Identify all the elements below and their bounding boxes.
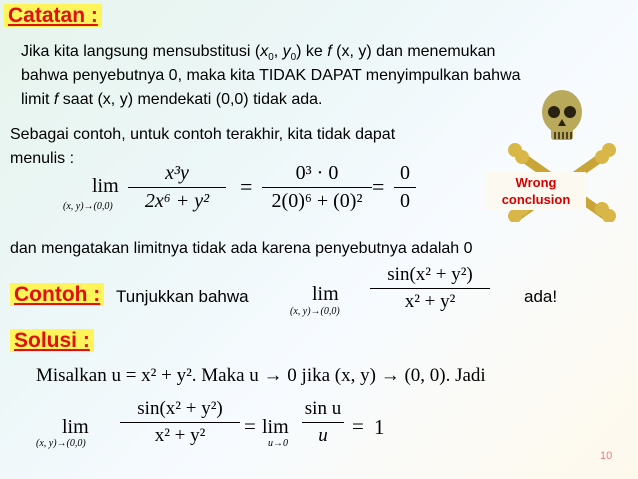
solusi-line: Misalkan u = x² + y². Maka u → 0 jika (x, y) → (0, 0). Jadi [36,365,486,386]
eq1-frac-1: x³y 2x⁶ + y² [128,162,226,213]
solusi-fraction-2: sin u u [302,398,344,447]
contoh-fraction: sin(x² + y²) x² + y² [370,264,490,313]
solusi-lim-1: lim [62,416,89,438]
example-intro-line-2: menulis : [10,150,75,167]
solusi-fraction-1: sin(x² + y²) x² + y² [120,398,240,447]
example-intro-line-1: Sebagai contoh, untuk contoh terakhir, kita tidak dapat [10,126,396,143]
catatan-line-2: bahwa penyebutnya 0, maka kita TIDAK DAPAT menyimpulkan bahwa [21,67,521,84]
solusi-lim-1-sub: (x, y)→(0,0) [36,438,86,449]
page-number: 10 [600,450,613,462]
contoh-lim: lim [312,283,339,305]
eq1-frac-2: 0³ · 0 2(0)⁶ + (0)² [262,162,372,213]
solusi-lim-2: lim [262,416,289,438]
solusi-result: 1 [374,415,385,439]
eq1-equals-2: = [372,174,385,199]
eq1-equals-1: = [240,174,253,199]
solusi-heading: Solusi : [10,329,94,353]
contoh-post: ada! [524,287,558,306]
contoh-lim-sub: (x, y)→(0,0) [290,306,340,317]
wrong-conclusion-badge [486,172,586,210]
solusi-lim-2-sub: u→0 [268,438,288,449]
contoh-heading: Contoh : [10,283,104,307]
eq1-lim: lim [92,175,119,197]
wrong-badge-line-1: Wrong [515,175,557,190]
catatan-heading: Catatan : [4,4,102,28]
catatan-line-3: limit f saat (x, y) mendekati (0,0) tidak ada. [21,91,323,108]
contoh-text: Tunjukkan bahwa [116,287,249,306]
solusi-equals-2: = [352,414,364,438]
catatan-line-1: Jika kita langsung mensubstitusi ($x_0$, $y_0$) ke f (x, y) dan menemukan [21,43,496,64]
wrong-badge-line-2: conclusion [501,192,571,207]
conclusion-line: dan mengatakan limitnya tidak ada karena penyebutnya adalah 0 [10,240,473,257]
eq1-frac-3: 0 0 [394,162,416,213]
eq1-lim-sub: (x, y)→(0,0) [63,201,113,212]
solusi-equals-1: = [244,414,256,438]
